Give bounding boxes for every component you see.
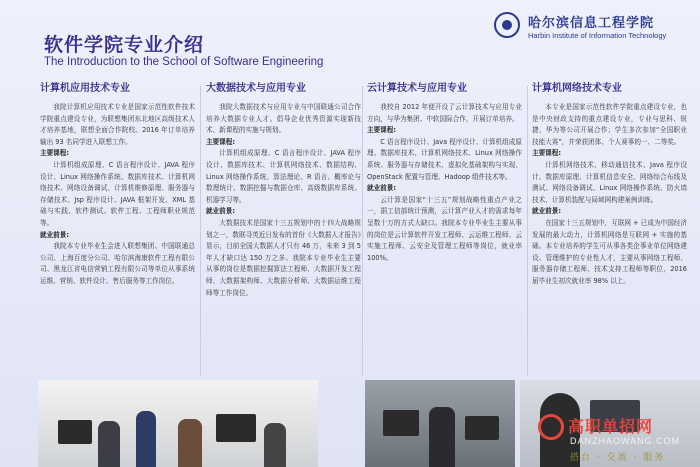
major-intro: 我校自 2012 年便开设了云计算技术与应用专业方向，与华为集团、中软国际合作，开展订单培养。 — [367, 103, 522, 123]
watermark-domain: DANZHAOWANG.COM — [570, 436, 681, 446]
employment-heading: 就业前景: — [40, 230, 70, 239]
major-employment: 在国家十三五规划中，互联网 + 已成为中国经济发展的最大动力，计算机网络是互联网 + 实施的基础。本专业培养的学生可从事各类企事业单位网络建设、管理维护的专业性人才，主要从事网络工程师、服务器存储工程师、技术支持工程师等职位，2016 届毕业生初次就业率 98% 以上。 — [532, 218, 687, 285]
monitor-shape — [465, 416, 499, 440]
employment-heading: 就业前景: — [367, 184, 397, 193]
major-courses: 计算机组成原理、C 语言程序设计、JAVA 程序设计、Linux 网络操作系统、数据库技术、计算机网络技术、网络设备调试、计算机维修原理、服务器与存储技术、Jsp 程序设计、JAVA 框架开发、XML 基础与实践、软件测试、软件工程、工程师职业规范等。 — [40, 160, 195, 227]
major-intro: 我院大数据技术与应用专业与中国联通公司合作培养大数据专业人才。倡导企业优秀资源实现新技术、新课程的实施与规划。 — [206, 103, 361, 135]
major-employment: 我院本专业毕业生会进入联想集团、中国联通总公司、上海百度分公司、哈尔滨海康软件工程有限公司、黑龙江省电信营销工程有限公司等单位从事系统运维、营销、软件设计、售后服务等工作岗位。 — [40, 242, 195, 285]
person-shape — [136, 411, 156, 467]
major-courses: 计算机网络技术、移动通信技术、Java 程序设计、数据库原理、计算机信息安全、网络综合布线及测试、网络设备调试、Linux 网络操作系统、防火墙技术、计算机装配与局域网构建案例训练。 — [532, 160, 687, 204]
major-courses: 计算机组成原理、C 语言程序设计、JAVA 程序设计、数据库技术、计算机网络技术、数据结构、Linux 网络操作系统、算法理论、R 语言、概率论与数理统计、数据挖掘与数据仓库、高级数据库系统、机器学习等。 — [206, 149, 361, 204]
watermark-logo-icon — [538, 414, 564, 440]
person-shape — [429, 407, 455, 467]
employment-heading: 就业前景: — [532, 207, 562, 216]
watermark-name: 高职单招网 — [568, 417, 654, 436]
courses-heading: 主要课程: — [532, 149, 562, 158]
major-intro: 我院计算机应用技术专业是国家示范性软件技术学院重点建设专业，为联想集团东北地区高级技术人才培养基地，联想全面合作院校。2016 年订单培养输出 93 名同学进入联想工作。 — [40, 103, 195, 146]
classroom-photo — [38, 380, 318, 467]
major-title: 计算机网络技术专业 — [532, 83, 622, 94]
major-column-computer-application — [40, 82, 195, 288]
major-title: 大数据技术与应用专业 — [206, 83, 306, 94]
watermark — [560, 410, 700, 467]
school-logo — [494, 8, 694, 50]
major-intro: 本专业是国家示范性软件学院重点建设专业，也是中央财政支持的重点建设专业，专业与思科、锐捷、华为等公司开展合作；学生多次参加“全国职业技能大赛”，并荣获团体、个人赛事的一、二等奖。 — [532, 103, 687, 146]
page-title: 软件学院专业介绍 — [44, 34, 205, 56]
page-subtitle: The Introduction to the School of Software Engineering — [44, 56, 324, 68]
lab-photo — [365, 380, 515, 467]
courses-heading: 主要课程: — [206, 137, 236, 146]
person-shape — [98, 421, 120, 467]
column-divider — [527, 86, 528, 376]
column-divider — [200, 86, 201, 376]
watermark-slogan: 搭台 · 交流 · 服务 — [570, 453, 666, 463]
person-shape — [264, 423, 286, 467]
major-courses: C 语言程序设计、Java 程序设计、计算机组成原理、数据库技术、计算机网络技术、Linux 网络操作系统、服务器与存储技术、虚拟化基础架构与实现、OpenStack 配置与管理、Hadoop 组件技术等。 — [367, 137, 522, 181]
courses-heading: 主要课程: — [40, 149, 70, 158]
major-employment: 大数据技术是国家十三五规划中的十四大战略规划之一，数联寻英近日发布的首份《大数据人才报告》显示，目前全国大数据人才只有 46 万，未来 3 到 5 年人才缺口达 150 万之多。我院本专业毕业生主要从事的岗位是数据挖掘算法工程师、大数据开发工程师、大数据架构师、大数据分析师、大数据运维工程师等工作岗位。 — [206, 218, 361, 297]
major-title: 计算机应用技术专业 — [40, 83, 130, 94]
monitor-shape — [383, 410, 419, 436]
school-name-en: Harbin Institute of Information Technology — [528, 31, 667, 40]
column-divider — [362, 86, 363, 376]
major-column-big-data — [206, 82, 361, 299]
monitor-shape — [216, 414, 256, 442]
major-column-cloud-computing — [367, 82, 522, 264]
person-shape — [178, 419, 202, 467]
major-employment: 云计算是国家“十三五”规划战略性重点产业之一，据工信部统计预测，云计算产业人才的需求每年呈数十万的方式大缺口。我院本专业毕业生主要从事的岗位是云计算软件开发工程师、云运维工程师、云实施工程师、云安全及管理工程师等岗位，就业率 100%。 — [367, 195, 522, 262]
school-name-cn: 哈尔滨信息工程学院 — [528, 16, 655, 31]
school-seal-icon — [494, 12, 520, 38]
employment-heading: 就业前景: — [206, 207, 236, 216]
courses-heading: 主要课程: — [367, 126, 397, 135]
major-title: 云计算技术与应用专业 — [367, 83, 467, 94]
monitor-shape — [58, 420, 92, 444]
major-column-network — [532, 82, 687, 288]
